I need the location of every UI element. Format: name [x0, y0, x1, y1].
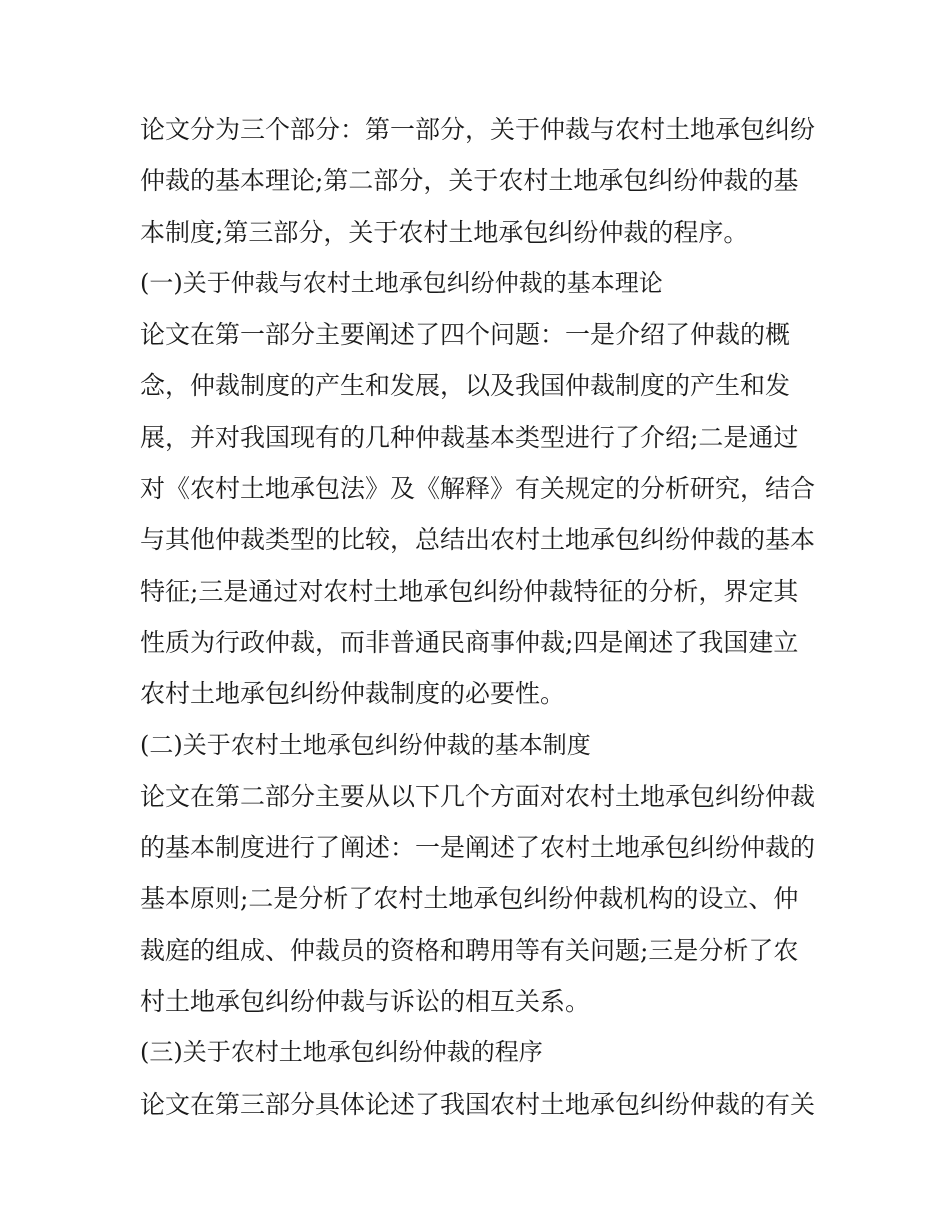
body-paragraph	[140, 1079, 820, 1130]
heading-text: (二)关于农村土地承包纠纷仲裁的基本制度	[140, 730, 591, 759]
paragraph-line: 展，并对我国现有的几种仲裁基本类型进行了介绍;二是通过	[140, 422, 799, 452]
paragraph-line: 性质为行政仲裁，而非普通民商事仲裁;四是阐述了我国建立	[140, 627, 799, 657]
section-heading	[140, 1027, 820, 1078]
paragraph-line: 的基本制度进行了阐述：一是阐述了农村土地承包纠纷仲裁的	[140, 833, 816, 863]
body-paragraph	[140, 104, 820, 258]
paragraph-line: 基本原则;二是分析了农村土地承包纠纷仲裁机构的设立、仲	[140, 884, 799, 914]
body-paragraph	[140, 309, 820, 719]
paragraph-line: 对《农村土地承包法》及《解释》有关规定的分析研究，结合	[140, 474, 816, 504]
paragraph-line: 裁庭的组成、仲裁员的资格和聘用等有关问题;三是分析了农	[140, 935, 799, 965]
paragraph-line: 与其他仲裁类型的比较，总结出农村土地承包纠纷仲裁的基本	[140, 525, 816, 555]
heading-text: (三)关于农村土地承包纠纷仲裁的程序	[140, 1038, 543, 1067]
section-heading	[140, 258, 820, 309]
paragraph-line: 仲裁的基本理论;第二部分，关于农村土地承包纠纷仲裁的基	[140, 166, 799, 196]
paragraph-line: 本制度;第三部分，关于农村土地承包纠纷仲裁的程序。	[140, 217, 749, 247]
paragraph-line: 农村土地承包纠纷仲裁制度的必要性。	[140, 679, 566, 709]
paragraph-line: 念，仲裁制度的产生和发展，以及我国仲裁制度的产生和发	[140, 371, 791, 401]
paragraph-line: 论文在第二部分主要从以下几个方面对农村土地承包纠纷仲裁	[140, 781, 816, 811]
paragraph-line: 特征;三是通过对农村土地承包纠纷仲裁特征的分析，界定其	[140, 576, 799, 606]
document-text	[140, 104, 820, 1130]
paragraph-line: 论文在第一部分主要阐述了四个问题：一是介绍了仲裁的概	[140, 320, 791, 350]
paragraph-line: 论文在第三部分具体论述了我国农村土地承包纠纷仲裁的有关	[140, 1089, 816, 1119]
section-heading	[140, 720, 820, 771]
heading-text: (一)关于仲裁与农村土地承包纠纷仲裁的基本理论	[140, 268, 663, 297]
paragraph-line: 村土地承包纠纷仲裁与诉讼的相互关系。	[140, 987, 591, 1017]
paragraph-line: 论文分为三个部分：第一部分，关于仲裁与农村土地承包纠纷	[140, 115, 816, 144]
body-paragraph	[140, 771, 820, 1027]
